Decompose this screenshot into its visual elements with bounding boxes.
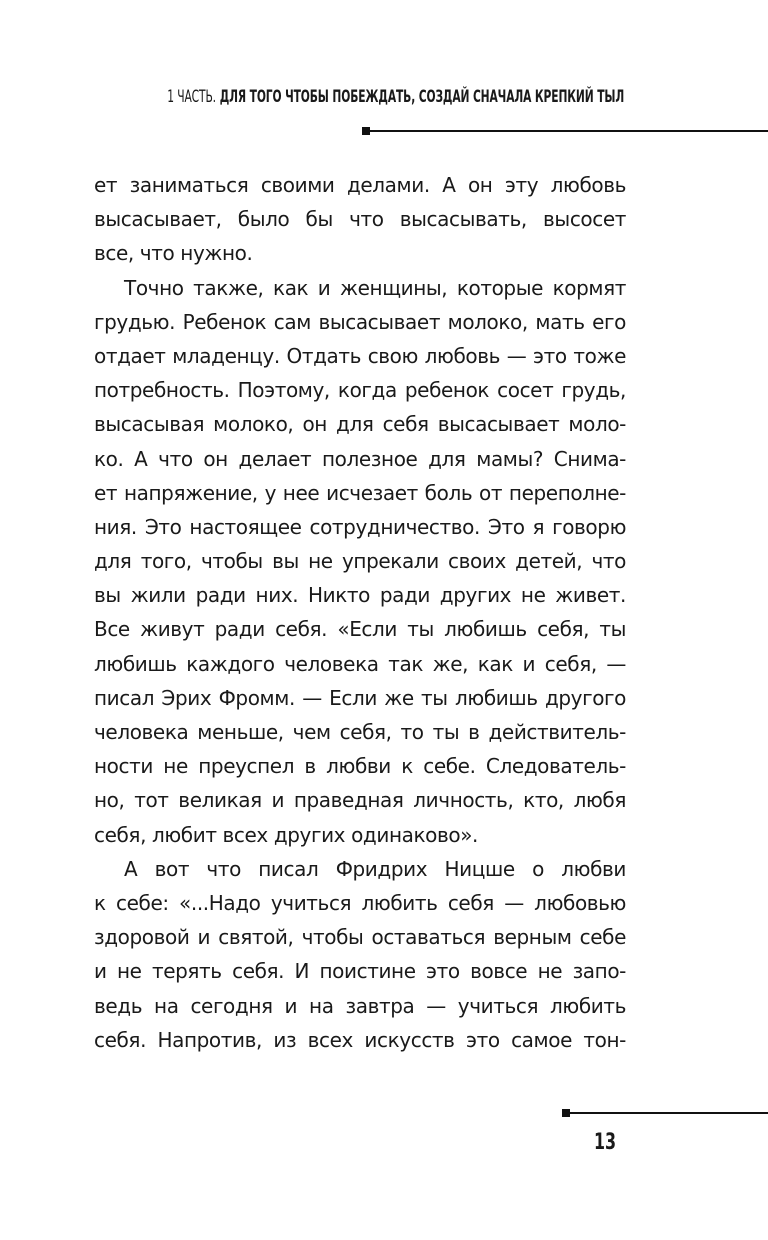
header-part-label: 1 ЧАСТЬ. <box>167 87 216 107</box>
text-line: Точно также, как и женщины, которые кормят <box>124 275 626 300</box>
header-rule <box>362 130 768 132</box>
text-line: ет заниматься своими делами. А он эту любовь <box>94 173 626 197</box>
text-line: человека меньше, чем себя, то ты в действитель- <box>94 720 626 744</box>
text-line: высасывает, было бы что высасывать, высосет <box>94 207 626 232</box>
header-chapter-title: ДЛЯ ТОГО ЧТОБЫ ПОБЕЖДАТЬ, СОЗДАЙ СНАЧАЛА КРЕПКИЙ ТЫЛ <box>219 87 624 107</box>
text-line: вы жили ради них. Никто ради других не живет. <box>94 583 626 608</box>
header-rule-square <box>362 127 370 135</box>
page-number: 13 <box>594 1130 617 1155</box>
text-line: к себе: «...Надо учиться любить себя — любовью <box>94 890 626 915</box>
text-line: но, тот великая и праведная личность, кто, любя <box>94 788 626 813</box>
text-line: отдает младенцу. Отдать свою любовь — это тоже <box>94 343 626 368</box>
text-line: писал Эрих Фромм. — Если же ты любишь другого <box>94 685 626 710</box>
text-line: все, что нужно. <box>94 241 253 266</box>
text-line: высасывая молоко, он для себя высасывает моло- <box>94 412 626 437</box>
text-line: Все живут ради себя. «Если ты любишь себя, ты <box>94 617 626 642</box>
text-line: ет напряжение, у нее исчезает боль от переполне- <box>94 480 626 505</box>
text-line: А вот что писал Фридрих Ницше о любви <box>124 856 626 881</box>
body-text <box>94 168 626 1057</box>
text-line: и не терять себя. И поистине это вовсе не запо- <box>94 959 626 984</box>
footer-rule-square <box>562 1109 570 1117</box>
text-line: грудью. Ребенок сам высасывает молоко, мать его <box>94 309 626 334</box>
text-line: любишь каждого человека так же, как и себя, — <box>94 651 626 676</box>
footer-rule <box>562 1112 768 1114</box>
text-line: для того, чтобы вы не упрекали своих детей, что <box>94 549 626 574</box>
text-line: себя, любит всех других одинаково». <box>94 822 479 847</box>
text-line: себя. Напротив, из всех искусств это самое тон- <box>94 1027 626 1052</box>
text-line: ния. Это настоящее сотрудничество. Это я говорю <box>94 514 626 539</box>
text-line: ведь на сегодня и на завтра — учиться любить <box>94 993 626 1018</box>
text-line: здоровой и святой, чтобы оставаться верным себе <box>94 925 626 950</box>
running-header <box>167 82 624 112</box>
text-line: ко. А что он делает полезное для мамы? Снима- <box>94 446 626 471</box>
text-line: потребность. Поэтому, когда ребенок сосет грудь, <box>94 378 626 403</box>
text-line: ности не преуспел в любви к себе. Следователь- <box>94 754 626 779</box>
